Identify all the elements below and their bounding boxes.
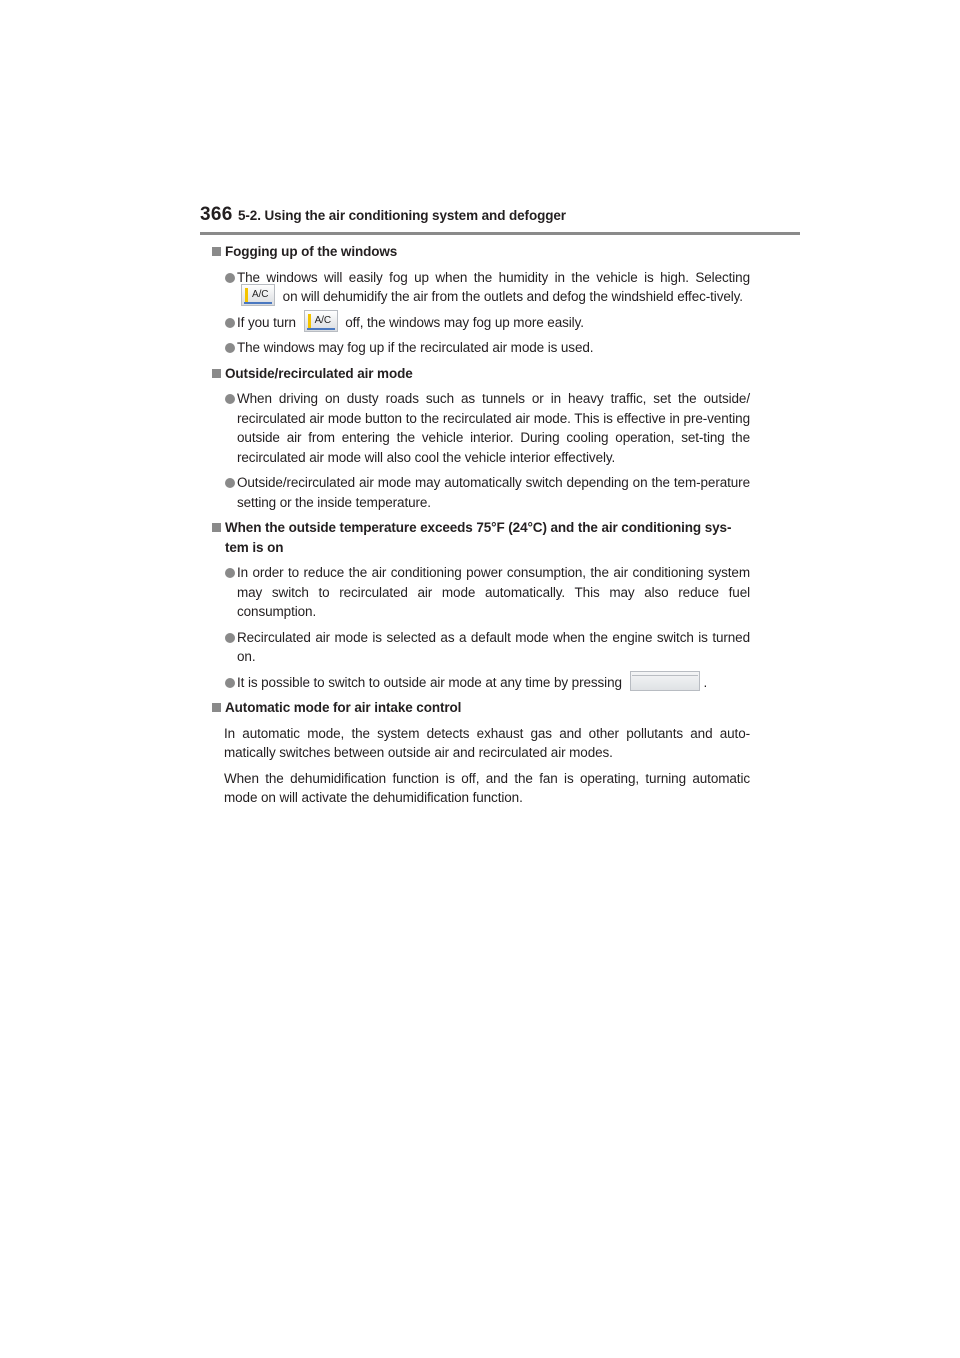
bullet-text: It is possible to switch to outside air mode at any time by pressing [237,674,622,690]
bullet-text: The windows may fog up if the recirculated air mode is used. [237,340,594,355]
paragraph: When the dehumidification function is off, and the fan is operating, turning automatic mode on will activate the dehumidification function. [224,770,750,805]
ac-indicator-light [308,314,311,328]
bullet-text: Outside/recirculated air mode may automatically switch depending on the tem-perature setting or the inside temperature. [237,475,750,510]
ac-button-icon [241,284,275,306]
ac-underline [244,302,272,304]
round-bullet-icon [225,343,235,353]
bullet-text: Recirculated air mode is selected as a default mode when the engine switch is turned on. [237,629,750,664]
bullet-text: When driving on dusty roads such as tunnels or in heavy traffic, set the outside/ recirculated air mode button to the recirculated air mode. This is effective in pre-venting outside air from entering the vehicle interior. During cooling operation, set-ting the recirculated air mode will also cool the vehicle interior effectively. [237,391,750,465]
round-bullet-icon [225,318,235,328]
round-bullet-icon [225,478,235,488]
list-item [212,628,750,667]
round-bullet-icon [225,273,235,283]
list-item [212,268,750,307]
heading-text: When the outside temperature exceeds 75°F (24°C) and the air conditioning sys-tem is on [225,520,732,555]
recirculated-air-button-icon [630,671,700,691]
section-heading-fogging [212,242,750,262]
ac-button-icon [304,310,338,332]
bullet-text: . [703,674,708,690]
square-bullet-icon [212,369,221,378]
list-item [212,338,750,358]
section-heading-air-intake [212,698,750,718]
paragraph: In automatic mode, the system detects exhaust gas and other pollutants and auto-matically switches between outside air and recirculated air modes. [224,725,750,760]
ac-indicator-light [245,288,248,302]
square-bullet-icon [212,523,221,532]
round-bullet-icon [225,568,235,578]
header-divider [200,232,800,235]
list-item [212,673,750,693]
square-bullet-icon [212,247,221,256]
bullet-text: In order to reduce the air conditioning power consumption, the air conditioning system may switch to recirculated air mode automatically. This may also reduce fuel consumption. [237,565,750,619]
ac-button-label: A/C [252,289,269,301]
bullet-text: off, the windows may fog up more easily. [345,314,584,330]
page-content [212,242,750,814]
square-bullet-icon [212,703,221,712]
heading-text: Fogging up of the windows [225,244,398,259]
list-item [212,473,750,512]
round-bullet-icon [225,678,235,688]
bullet-text: on will dehumidify the air from the outlets and defog the windshield effec-tively. [282,289,743,304]
button-highlight-line [632,675,698,676]
heading-text: Automatic mode for air intake control [225,700,462,715]
round-bullet-icon [225,633,235,643]
heading-text: Outside/recirculated air mode [225,365,413,381]
ac-button-label: A/C [314,314,331,326]
section-heading-recirculated [212,364,750,384]
round-bullet-icon [225,394,235,404]
list-item [212,389,750,467]
list-item [212,313,750,333]
bullet-text: The windows will easily fog up when the humidity in the vehicle is high. Selecting [237,269,750,285]
ac-underline [307,328,335,330]
page-number: 366 [200,204,233,225]
bullet-text: If you turn [237,314,296,330]
section-heading-temperature [212,518,750,557]
page-header [200,204,800,234]
section-title: 5-2. Using the air conditioning system and defogger [238,208,566,223]
list-item [212,563,750,622]
